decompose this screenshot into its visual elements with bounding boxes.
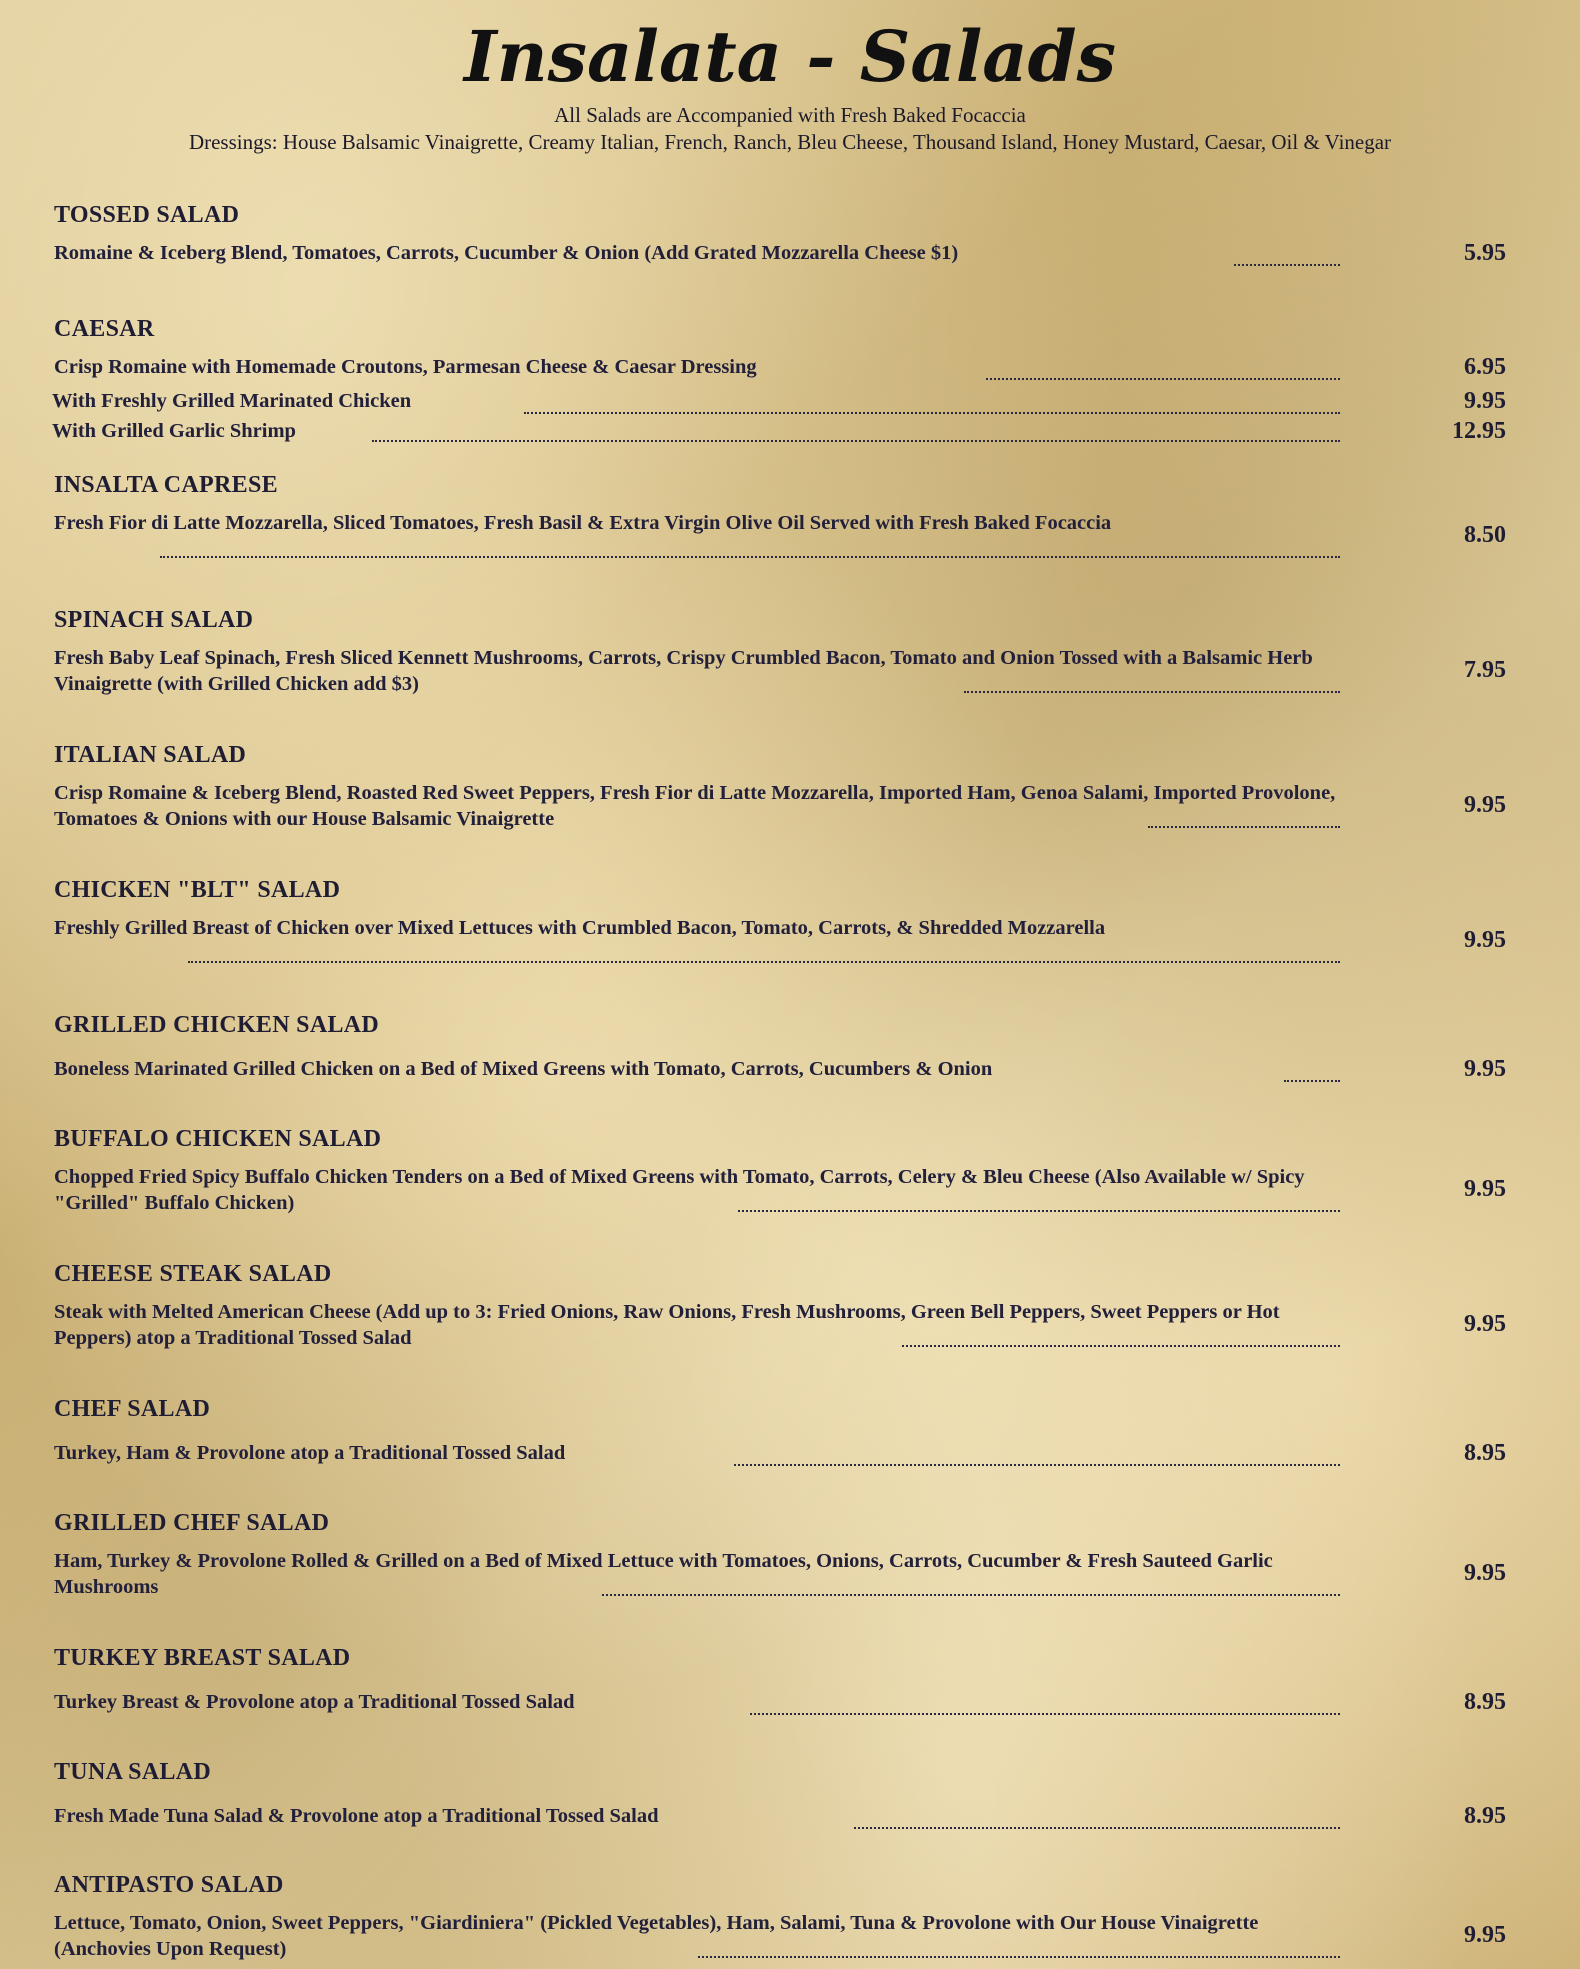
item-name: CAESAR (54, 316, 155, 342)
item-price: 8.50 (1464, 522, 1506, 548)
item-name: INSALTA CAPRESE (54, 472, 278, 498)
item-description: Crisp Romaine with Homemade Croutons, Parmesan Cheese & Caesar Dressing (54, 356, 757, 378)
item-description: Fresh Baby Leaf Spinach, Fresh Sliced Kennett Mushrooms, Carrots, Crispy Crumbled Bacon, Tomato and Onion Tossed with a Balsamic Herb Vinaigrette (with Grilled Chicken add $3) (54, 647, 1313, 695)
dot-leader (372, 438, 1340, 442)
item-line (54, 1052, 1514, 1086)
item-line (54, 1799, 1514, 1833)
item-name: TUNA SALAD (54, 1759, 212, 1785)
item-price: 9.95 (1464, 388, 1506, 414)
item-description: Ham, Turkey & Provolone Rolled & Grilled on a Bed of Mixed Lettuce with Tomatoes, Onions, Carrots, Cucumber & Fresh Sauteed Garlic Mushrooms (54, 1550, 1273, 1598)
item-name: CHEESE STEAK SALAD (54, 1261, 332, 1287)
item-description: Romaine & Iceberg Blend, Tomatoes, Carrots, Cucumber & Onion (Add Grated Mozzarella Cheese $1) (54, 242, 959, 264)
item-line (54, 641, 1514, 697)
dot-leader (986, 376, 1340, 380)
item-line (54, 911, 1514, 967)
item-name: TURKEY BREAST SALAD (54, 1645, 351, 1671)
menu-item-antipasto-salad (54, 1870, 1514, 1962)
menu-item-tossed-salad (54, 200, 1514, 270)
item-line (54, 1685, 1514, 1719)
item-description: Turkey Breast & Provolone atop a Traditional Tossed Salad (54, 1691, 575, 1713)
dot-leader (750, 1711, 1340, 1715)
item-price: 5.95 (1464, 240, 1506, 266)
item-price: 8.95 (1464, 1440, 1506, 1466)
item-price: 9.95 (1464, 927, 1506, 953)
item-price: 9.95 (1464, 792, 1506, 818)
item-line (54, 1160, 1514, 1216)
item-description: Fresh Made Tuna Salad & Provolone atop a Traditional Tossed Salad (54, 1805, 659, 1827)
dot-leader (854, 1825, 1340, 1829)
item-price: 7.95 (1464, 657, 1506, 683)
item-name: SPINACH SALAD (54, 607, 254, 633)
dot-leader (698, 1954, 1340, 1958)
dot-leader (738, 1208, 1340, 1212)
dressings-list: Dressings: House Balsamic Vinaigrette, Creamy Italian, French, Ranch, Bleu Cheese, Thousand Island, Honey Mustard, Caesar, Oil & Vinegar (188, 130, 1392, 154)
item-description: Steak with Melted American Cheese (Add up to 3: Fried Onions, Raw Onions, Fresh Mushrooms, Green Bell Peppers, Sweet Peppers or Hot Peppers) atop a Traditional Tossed Salad (54, 1301, 1280, 1349)
item-line (54, 1906, 1514, 1962)
menu-item-chicken-blt-salad (54, 875, 1514, 967)
dot-leader (188, 959, 1340, 963)
menu-item-chef-salad (54, 1394, 1514, 1470)
menu-item-italian-salad (54, 740, 1514, 832)
menu-item-grilled-chicken-salad (54, 1010, 1514, 1086)
item-name: CHICKEN "BLT" SALAD (54, 877, 341, 903)
item-line (54, 1436, 1514, 1470)
dot-leader (602, 1592, 1340, 1596)
dot-leader (1148, 824, 1340, 828)
item-description: Lettuce, Tomato, Onion, Sweet Peppers, "Giardiniera" (Pickled Vegetables), Ham, Salami, Tuna & Provolone with Our House Vinaigrette (Anchovies Upon Request) (54, 1912, 1259, 1960)
item-price: 6.95 (1464, 354, 1506, 380)
item-line (54, 350, 1514, 384)
item-name: TOSSED SALAD (54, 202, 240, 228)
item-price: 8.95 (1464, 1803, 1506, 1829)
item-price: 8.95 (1464, 1689, 1506, 1715)
item-name: BUFFALO CHICKEN SALAD (54, 1126, 382, 1152)
dot-leader (902, 1343, 1340, 1347)
item-price: 9.95 (1464, 1922, 1506, 1948)
item-description: Fresh Fior di Latte Mozzarella, Sliced Tomatoes, Fresh Basil & Extra Virgin Olive Oil Served with Fresh Baked Focaccia (54, 512, 1112, 534)
page-title: Insalata - Salads (463, 15, 1117, 98)
menu-header (0, 12, 1580, 156)
focaccia-note: All Salads are Accompanied with Fresh Baked Focaccia (554, 103, 1026, 127)
item-description: With Grilled Garlic Shrimp (52, 420, 296, 442)
item-description: With Freshly Grilled Marinated Chicken (52, 390, 412, 412)
item-description: Chopped Fried Spicy Buffalo Chicken Tenders on a Bed of Mixed Greens with Tomato, Carrots, Celery & Bleu Cheese (Also Available w/ Spicy "Grilled" Buffalo Chicken) (54, 1166, 1305, 1214)
menu-item-cheese-steak-salad (54, 1259, 1514, 1351)
item-description: Freshly Grilled Breast of Chicken over Mixed Lettuces with Crumbled Bacon, Tomato, Carrots, & Shredded Mozzarella (54, 917, 1106, 939)
item-description: Boneless Marinated Grilled Chicken on a Bed of Mixed Greens with Tomato, Carrots, Cucumbers & Onion (54, 1058, 993, 1080)
menu-item-tuna-salad (54, 1757, 1514, 1833)
menu-item-caesar (54, 314, 1514, 448)
dot-leader (160, 554, 1340, 558)
item-line (54, 1544, 1514, 1600)
dot-leader (1234, 262, 1340, 266)
item-line (54, 506, 1514, 562)
item-line (54, 384, 1514, 418)
item-price: 9.95 (1464, 1560, 1506, 1586)
dot-leader (734, 1462, 1340, 1466)
item-name: GRILLED CHICKEN SALAD (54, 1012, 380, 1038)
menu-item-turkey-breast-salad (54, 1643, 1514, 1719)
dot-leader (1284, 1078, 1340, 1082)
item-price: 9.95 (1464, 1311, 1506, 1337)
item-name: ITALIAN SALAD (54, 742, 247, 768)
item-line (54, 1295, 1514, 1351)
menu-item-buffalo-chicken-salad (54, 1124, 1514, 1216)
item-description: Crisp Romaine & Iceberg Blend, Roasted Red Sweet Peppers, Fresh Fior di Latte Mozzarella, Imported Ham, Genoa Salami, Imported Provolone, Tomatoes & Onions with our House Balsamic Vinaigrette (54, 782, 1336, 830)
dot-leader (524, 410, 1340, 414)
dot-leader (964, 689, 1340, 693)
item-price: 9.95 (1464, 1056, 1506, 1082)
item-name: ANTIPASTO SALAD (54, 1872, 284, 1898)
item-price: 12.95 (1452, 418, 1506, 444)
item-line (54, 236, 1514, 270)
item-line (54, 418, 1514, 448)
item-name: GRILLED CHEF SALAD (54, 1510, 330, 1536)
item-name: CHEF SALAD (54, 1396, 211, 1422)
item-description: Turkey, Ham & Provolone atop a Traditional Tossed Salad (54, 1442, 566, 1464)
item-line (54, 776, 1514, 832)
menu-item-spinach-salad (54, 605, 1514, 697)
menu-item-grilled-chef-salad (54, 1508, 1514, 1600)
item-price: 9.95 (1464, 1176, 1506, 1202)
menu-item-insalta-caprese (54, 470, 1514, 562)
